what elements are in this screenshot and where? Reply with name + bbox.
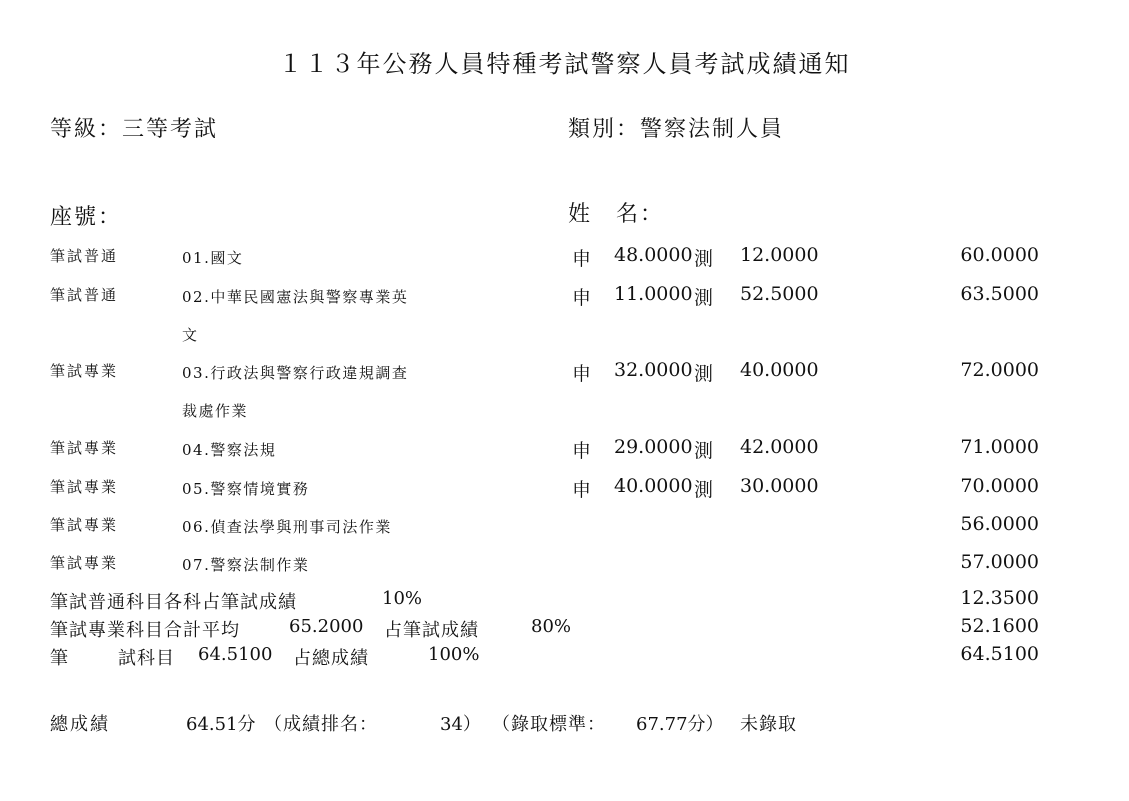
subject-total: 70.0000 [960, 475, 1039, 497]
subject-total: 57.0000 [960, 551, 1039, 573]
candidate-name-label: 姓 名： [568, 202, 665, 227]
shen-score: 11.0000 [614, 283, 693, 305]
shen-mark: 申 [572, 440, 592, 462]
subject-name: 02.中華民國憲法與警察專業英 [182, 288, 409, 306]
ce-mark: 測 [694, 248, 714, 270]
final-score: 64.51分 [186, 714, 256, 735]
summary-label: 筆試專業科目合計平均 [50, 620, 240, 641]
subject-name-cont: 裁處作業 [182, 402, 249, 420]
subject-type: 筆試普通 [50, 286, 119, 304]
subject-name: 07.警察法制作業 [182, 556, 310, 574]
shen-score: 32.0000 [614, 359, 693, 381]
subject-type: 筆試普通 [50, 247, 119, 265]
subject-type: 筆試專業 [50, 439, 119, 457]
subject-total: 72.0000 [960, 359, 1039, 381]
summary-percent: 100% [428, 644, 480, 665]
summary-value: 52.1600 [960, 615, 1039, 637]
subject-name: 06.偵查法學與刑事司法作業 [182, 518, 392, 536]
admission-standard-label: （錄取標準： [492, 714, 606, 735]
summary-percent: 80% [531, 616, 572, 637]
seat-number-label: 座號： [50, 205, 123, 230]
admission-result: 未錄取 [740, 714, 797, 735]
subject-name: 03.行政法與警察行政違規調查 [182, 364, 409, 382]
shen-mark: 申 [572, 248, 592, 270]
summary-label-2: 占總成績 [293, 648, 369, 669]
summary-average: 64.5100 [198, 644, 273, 665]
shen-mark: 申 [572, 363, 592, 385]
ce-score: 40.0000 [740, 359, 819, 381]
summary-label-2: 占筆試成績 [384, 620, 479, 641]
summary-label-a: 筆 [50, 648, 68, 669]
rank-value: 34） [440, 714, 481, 735]
exam-category: 類別：警察法制人員 [568, 117, 785, 142]
ce-mark: 測 [694, 287, 714, 309]
ce-mark: 測 [694, 479, 714, 501]
ce-score: 52.5000 [740, 283, 819, 305]
summary-label-b: 試科目 [118, 648, 175, 669]
subject-type: 筆試專業 [50, 362, 119, 380]
subject-name: 05.警察情境實務 [182, 480, 310, 498]
page-title: １１３年公務人員特種考試警察人員考試成績通知 [278, 50, 851, 78]
shen-mark: 申 [572, 287, 592, 309]
ce-score: 12.0000 [740, 244, 819, 266]
subject-total: 56.0000 [960, 513, 1039, 535]
exam-level: 等級：三等考試 [50, 117, 219, 142]
subject-type: 筆試專業 [50, 554, 119, 572]
summary-value: 12.3500 [960, 587, 1039, 609]
summary-percent: 10% [382, 588, 423, 609]
subject-name-cont: 文 [182, 326, 199, 344]
subject-name: 01.國文 [182, 249, 244, 267]
shen-mark: 申 [572, 479, 592, 501]
ce-score: 42.0000 [740, 436, 819, 458]
subject-total: 60.0000 [960, 244, 1039, 266]
ce-score: 30.0000 [740, 475, 819, 497]
subject-type: 筆試專業 [50, 516, 119, 534]
final-label: 總成績 [50, 714, 110, 735]
subject-total: 71.0000 [960, 436, 1039, 458]
subject-total: 63.5000 [960, 283, 1039, 305]
shen-score: 48.0000 [614, 244, 693, 266]
subject-type: 筆試專業 [50, 478, 119, 496]
ce-mark: 測 [694, 363, 714, 385]
rank-label: （成績排名： [264, 714, 378, 735]
shen-score: 40.0000 [614, 475, 693, 497]
ce-mark: 測 [694, 440, 714, 462]
summary-average: 65.2000 [289, 616, 364, 637]
shen-score: 29.0000 [614, 436, 693, 458]
subject-name: 04.警察法規 [182, 441, 277, 459]
summary-label: 筆試普通科目各科占筆試成績 [50, 592, 297, 613]
admission-standard-value: 67.77分） [636, 714, 724, 735]
summary-value: 64.5100 [960, 643, 1039, 665]
